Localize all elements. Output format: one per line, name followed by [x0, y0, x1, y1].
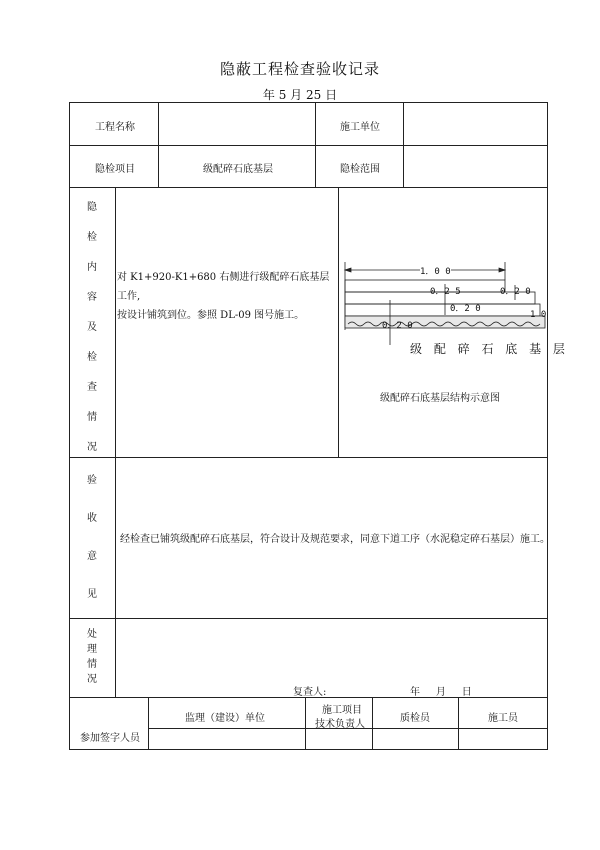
- label-construction-unit: 施工单位: [340, 122, 380, 133]
- label-participants: 参加签字人员: [80, 733, 140, 744]
- diagram-side: 1 0: [530, 310, 547, 320]
- diagram-d4: 0．2 0: [382, 321, 413, 331]
- inspection-content-text: 对 K1+920-K1+680 右侧进行级配碎石底基层工作, 按设计铺筑到位。参照 DL-09 图号施工。: [117, 272, 330, 321]
- label-project-name: 工程名称: [95, 122, 135, 133]
- label-supervisor: 监理（建设）单位: [185, 713, 265, 724]
- diagram-layer-label: 级 配 碎 石 底 基 层: [410, 342, 569, 356]
- diagram-width-label: 1．0 0: [420, 264, 451, 277]
- label-hidden-range: 隐检范围: [340, 164, 380, 175]
- label-handling: 处 理 情 况: [87, 629, 97, 685]
- diagram-d2: 0．2 0: [500, 287, 531, 297]
- label-reviewer: 复查人:: [293, 687, 327, 698]
- label-worker: 施工员: [488, 713, 518, 724]
- page-title: 隐蔽工程检查验收记录: [219, 60, 380, 78]
- label-qc: 质检员: [400, 713, 430, 724]
- review-date: 年 月 日: [410, 687, 472, 698]
- record-date: 年 5 月 25 日: [262, 88, 338, 102]
- label-inspection-content: 隐 检 内 容 及 检 查 情 况: [87, 202, 97, 453]
- label-hidden-item: 隐检项目: [95, 164, 135, 175]
- label-acceptance-opinion: 验 收 意 见: [87, 475, 97, 600]
- diagram-d1: 0．2 5: [430, 287, 461, 297]
- hidden-item-value: 级配碎石底基层: [203, 164, 273, 175]
- label-tech-lead-2: 技术负责人: [315, 719, 365, 730]
- label-tech-lead-1: 施工项目: [322, 705, 362, 716]
- diagram-caption: 级配碎石底基层结构示意图: [380, 393, 500, 404]
- acceptance-opinion-text: 经检查已铺筑级配碎石底基层，符合设计及规范要求，同意下道工序（水泥稳定碎石基层）施工。: [120, 534, 550, 545]
- diagram-d3: 0．2 0: [450, 304, 481, 314]
